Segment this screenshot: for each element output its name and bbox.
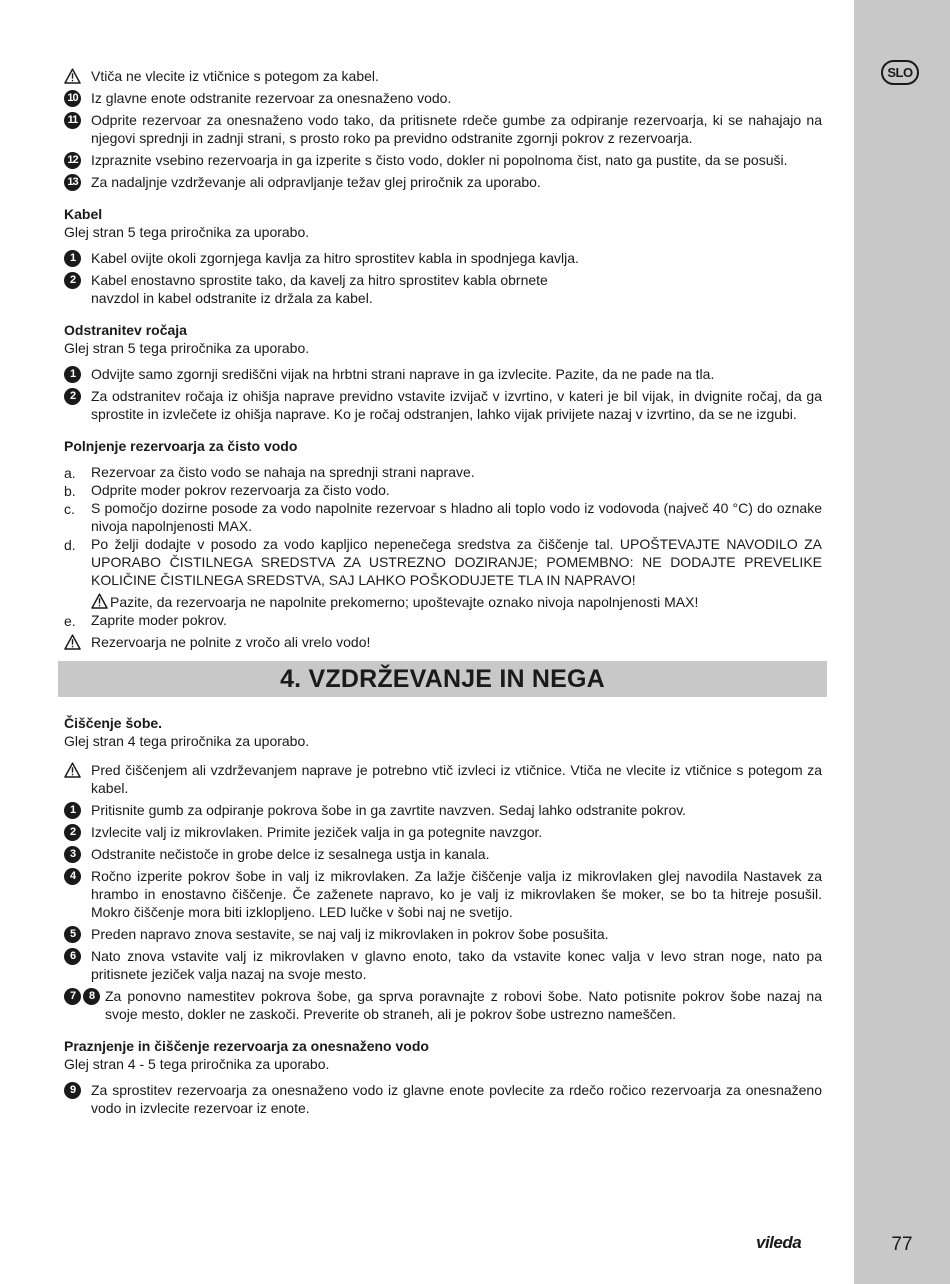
item-letter: e. (64, 613, 76, 629)
page-reference: Glej stran 5 tega priročnika za uporabo. (64, 224, 310, 240)
item-text: Za nadaljnje vzdrževanje ali odpravljanje težav glej priročnik za uporabo. (91, 174, 541, 190)
item-text: Po želji dodajte v posodo za vodo kapljico nepenečega sredstva za čiščenje tal. UPOŠTEVAJTE NAVODILO ZA UPORABO ČISTILNEGA SREDSTVA ZA USTREZNO DOZIRANJE; POMEMBNO: NE DODAJTE PREVELIKE KOLIČINE ČISTILNEGA SREDSTVA, SAJ LAHKO POŠKODUJETE TLA IN NAPRAVO! (91, 536, 822, 588)
step-number-badge: 1 (64, 802, 81, 819)
step-item (64, 845, 822, 863)
item-text: Odstranite nečistoče in grobe delce iz sesalnega ustja in kanala. (91, 846, 490, 862)
item-text: Za ponovno namestitev pokrova šobe, ga sprva poravnajte z robovi šobe. Nato potisnite pokrov šobe nazaj na svoje mesto, dokler ne zaskoči. Preverite ob straneh, ali je pokrov šobe ustrezno nameščen. (105, 988, 822, 1022)
section-heading-ciscenje: Čiščenje šobe. (64, 715, 163, 731)
item-text: Odvijte samo zgornji središčni vijak na hrbtni strani naprave in ga izvlecite. Pazite, da ne pade na tla. (91, 366, 715, 382)
step-number-badge: 7 (64, 988, 81, 1005)
lettered-item (64, 463, 822, 481)
step-number-badge: 13 (64, 174, 81, 191)
item-text-line: Kabel enostavno sprostite tako, da kavelj za hitro sprostitev kabla obrnete (91, 272, 548, 288)
step-item (64, 111, 822, 147)
warning-item (64, 633, 822, 651)
step-item (64, 89, 822, 107)
lettered-item (64, 481, 822, 499)
step-item (64, 387, 822, 423)
warning-icon (91, 593, 108, 609)
lettered-item (64, 499, 822, 535)
item-letter: b. (64, 483, 76, 499)
item-letter: a. (64, 465, 76, 481)
step-item (64, 151, 822, 169)
item-text: Ročno izperite pokrov šobe in valj iz mikrovlaken. Za lažje čiščenje valja iz mikrovlaken glej navodila Nastavek za hrambo in enostavno čiščenje. Če zaženete napravo, ko je valj iz mikrovlaken še moker, se bo ta hitreje posušil. Mokro čiščenje mora biti izklopljeno. LED lučke v šobi naj ne svetijo. (91, 868, 822, 920)
step-number-badge: 1 (64, 366, 81, 383)
warning-item (64, 761, 822, 797)
step-item (64, 249, 822, 267)
step-item (64, 867, 822, 921)
item-text-line: navzdol in kabel odstranite iz držala za kabel. (91, 290, 373, 306)
item-text: Odprite rezervoar za onesnaženo vodo tako, da pritisnete rdeče gumbe za odpiranje rezervoarja, ki se nahajajo na njegovi sprednji in zadnji strani, s prosto roko pa previdno odstranite zgornji pokrov z rezervoarja. (91, 112, 822, 146)
item-letter: d. (64, 537, 76, 553)
step-item (64, 173, 822, 191)
step-number-badge: 10 (64, 90, 81, 107)
inline-warning-note (64, 593, 822, 611)
lettered-item (64, 535, 822, 589)
page-number: 77 (891, 1234, 913, 1255)
section-heading-praznjenje: Praznjenje in čiščenje rezervoarja za onesnaženo vodo (64, 1038, 429, 1054)
item-text: Preden napravo znova sestavite, se naj valj iz mikrovlaken in pokrov šobe posušita. (91, 926, 609, 942)
section-heading-polnjenje: Polnjenje rezervoarja za čisto vodo (64, 438, 298, 454)
item-text: Rezervoarja ne polnite z vročo ali vrelo vodo! (91, 634, 371, 650)
brand-logo: vileda (756, 1233, 802, 1252)
step-number-badge: 2 (64, 272, 81, 289)
warning-item (64, 67, 822, 85)
warning-icon (64, 762, 81, 779)
lettered-item (64, 611, 822, 629)
item-text: Odprite moder pokrov rezervoarja za čisto vodo. (91, 482, 390, 498)
step-item (64, 1081, 822, 1117)
warning-icon (64, 634, 81, 651)
step-number-badge: 8 (83, 988, 100, 1005)
section-heading-rocaj: Odstranitev ročaja (64, 322, 187, 338)
item-text: Za sprostitev rezervoarja za onesnaženo vodo iz glavne enote povlecite za rdečo ročico rezervoarja za onesnaženo vodo in izvlecite rezervoar iz enote. (91, 1082, 822, 1116)
note-text: Pazite, da rezervoarja ne napolnite prekomerno; upoštevajte oznako nivoja napolnjenosti MAX! (110, 594, 699, 610)
step-number-badge: 12 (64, 152, 81, 169)
step-item (64, 987, 822, 1023)
page-reference: Glej stran 4 tega priročnika za uporabo. (64, 733, 310, 749)
item-text: Zaprite moder pokrov. (91, 612, 227, 628)
item-text: Nato znova vstavite valj iz mikrovlaken v glavno enoto, tako da vstavite konec valja v levo stran noge, nato pa pritisnete jeziček valja nazaj na svoje mesto. (91, 948, 822, 982)
item-text: Kabel ovijte okoli zgornjega kavlja za hitro sprostitev kabla in spodnjega kavlja. (91, 250, 579, 266)
step-number-badge: 5 (64, 926, 81, 943)
step-number-badge: 11 (64, 112, 81, 129)
item-text: Rezervoar za čisto vodo se nahaja na sprednji strani naprave. (91, 464, 475, 480)
page-reference: Glej stran 5 tega priročnika za uporabo. (64, 340, 310, 356)
item-text: Vtiča ne vlecite iz vtičnice s potegom za kabel. (91, 68, 379, 84)
step-number-badge: 1 (64, 250, 81, 267)
item-text: Izvlecite valj iz mikrovlaken. Primite jeziček valja in ga potegnite navzgor. (91, 824, 543, 840)
warning-icon (64, 68, 81, 85)
step-item (64, 801, 822, 819)
step-number-badge: 9 (64, 1082, 81, 1099)
step-item (64, 823, 822, 841)
step-item (64, 947, 822, 983)
item-text: Pred čiščenjem ali vzdrževanjem naprave je potrebno vtič izvleci iz vtičnice. Vtiča ne vlecite iz vtičnice s potegom za kabel. (91, 762, 822, 796)
item-text: Izpraznite vsebino rezervoarja in ga izperite s čisto vodo, dokler ni popolnoma čist, nato ga pustite, da se posuši. (91, 152, 788, 168)
item-text: Pritisnite gumb za odpiranje pokrova šobe in ga zavrtite navzven. Sedaj lahko odstranite pokrov. (91, 802, 687, 818)
language-badge: SLO (881, 60, 919, 85)
step-item (64, 365, 822, 383)
step-item (64, 925, 822, 943)
step-number-badge: 4 (64, 868, 81, 885)
step-number-badge: 6 (64, 948, 81, 965)
item-text: S pomočjo dozirne posode za vodo napolnite rezervoar s hladno ali toplo vodo iz vodovoda (največ 40 °C) do oznake nivoja napolnjenosti MAX. (91, 500, 822, 534)
section-title-bar: 4. VZDRŽEVANJE IN NEGA (58, 661, 827, 697)
step-number-badge: 2 (64, 388, 81, 405)
item-text: Iz glavne enote odstranite rezervoar za onesnaženo vodo. (91, 90, 452, 106)
step-number-badge: 3 (64, 846, 81, 863)
page-content (64, 67, 822, 1117)
item-text: Za odstranitev ročaja iz ohišja naprave previdno vstavite izvijač v izvrtino, v kateri je bil vijak, in dvignite ročaj, da ga sprostite in izvlečete iz ohišja naprave. Ko je ročaj odstranjen, lahko vijak privijete nazaj v izvrtino, da se ne izgubi. (91, 388, 822, 422)
side-bar (854, 0, 950, 1284)
page-reference: Glej stran 4 - 5 tega priročnika za uporabo. (64, 1056, 330, 1072)
section-heading-kabel: Kabel (64, 206, 103, 222)
item-letter: c. (64, 501, 75, 517)
step-item (64, 271, 822, 307)
step-number-badge: 2 (64, 824, 81, 841)
